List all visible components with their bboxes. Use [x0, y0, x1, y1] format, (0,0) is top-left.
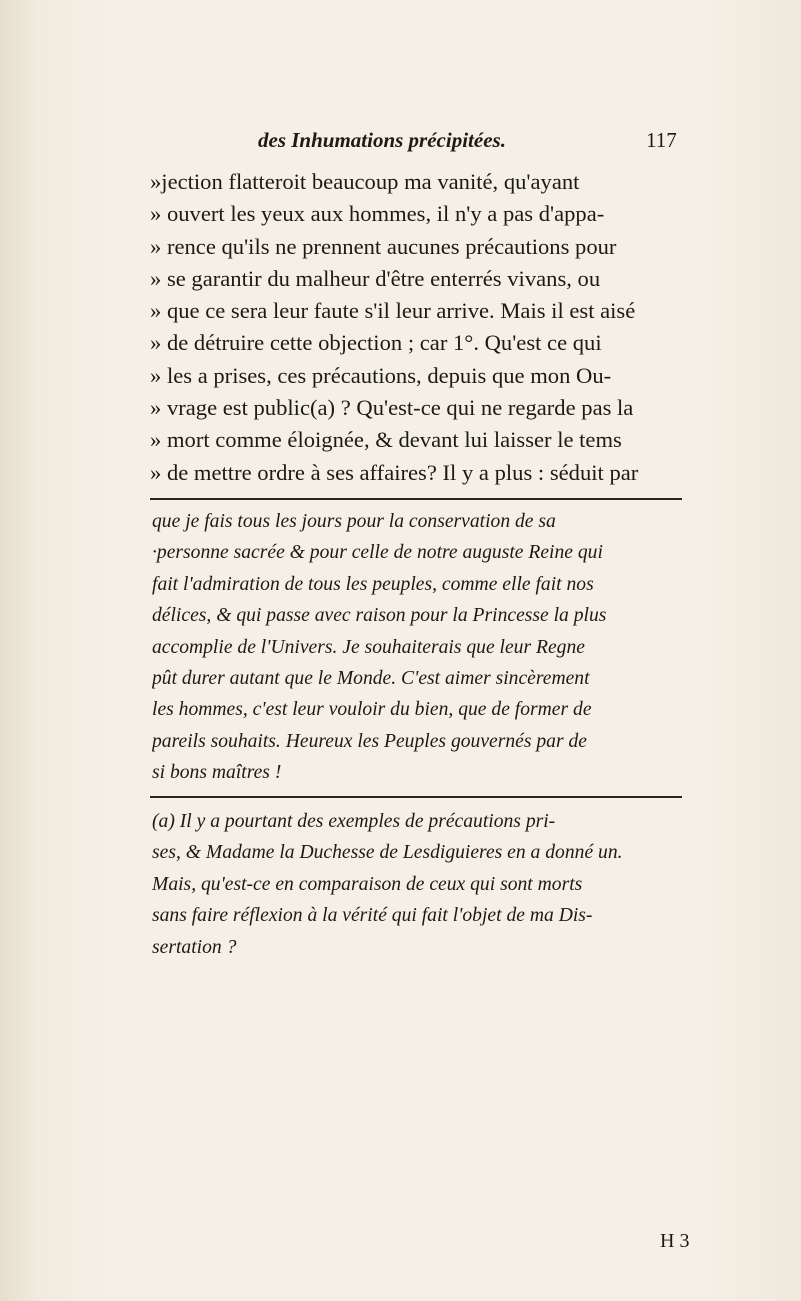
- footnote-line: que je fais tous les jours pour la conservation de sa: [152, 511, 556, 532]
- footnote-line: Mais, qu'est-ce en comparaison de ceux qui sont morts: [152, 873, 583, 895]
- footnote-separator-rule: [150, 796, 682, 798]
- text-line: » les a prises, ces précautions, depuis que mon Ou-: [150, 362, 612, 388]
- footnote-line: (a) Il y a pourtant des exemples de précautions pri-: [152, 811, 556, 832]
- footnote-line: pareils souhaits. Heureux les Peuples gouvernés par de: [152, 730, 587, 752]
- signature-mark: H 3: [660, 1230, 690, 1252]
- footnote-line: ses, & Madame la Duchesse de Lesdiguieres en a donné un.: [152, 842, 623, 864]
- page-number: 117: [646, 128, 677, 152]
- footnote-line: ·personne sacrée & pour celle de notre auguste Reine qui: [152, 542, 603, 564]
- text-line: » de détruire cette objection ; car 1°. Qu'est ce qui: [150, 330, 602, 356]
- main-text: [150, 166, 680, 489]
- footnote-line: si bons maîtres !: [152, 762, 282, 784]
- footnote-line: sans faire réflexion à la vérité qui fait l'objet de ma Dis-: [152, 905, 593, 927]
- text-line: » rence qu'ils ne prennent aucunes précautions pour: [150, 233, 617, 259]
- footnote-line: sertation ?: [152, 936, 237, 958]
- footnote-line: les hommes, c'est leur vouloir du bien, que de former de: [152, 699, 592, 721]
- text-line: » se garantir du malheur d'être enterrés vivans, ou: [150, 265, 601, 291]
- running-header: [258, 128, 688, 153]
- text-line: » vrage est public(a) ? Qu'est-ce qui ne regarde pas la: [150, 395, 634, 421]
- text-line: »jection flatteroit beaucoup ma vanité, qu'ayant: [150, 169, 580, 194]
- footnote-line: pût durer autant que le Monde. C'est aimer sincèrement: [152, 667, 590, 689]
- running-title: des Inhumations précipitées.: [258, 128, 506, 152]
- footnote-line: fait l'admiration de tous les peuples, comme elle fait nos: [152, 573, 594, 595]
- footnote-continued: [152, 506, 682, 789]
- footnote-separator-rule: [150, 498, 682, 500]
- text-line: » ouvert les yeux aux hommes, il n'y a pas d'appa-: [150, 201, 605, 227]
- text-line: » que ce sera leur faute s'il leur arrive. Mais il est aisé: [150, 298, 636, 324]
- text-line: » de mettre ordre à ses affaires? Il y a plus : séduit par: [150, 459, 639, 485]
- footnote-a: [152, 806, 682, 963]
- text-line: » mort comme éloignée, & devant lui laisser le tems: [150, 427, 622, 453]
- footnote-line: délices, & qui passe avec raison pour la Princesse la plus: [152, 605, 607, 627]
- footnote-line: accomplie de l'Univers. Je souhaiterais que leur Regne: [152, 636, 585, 658]
